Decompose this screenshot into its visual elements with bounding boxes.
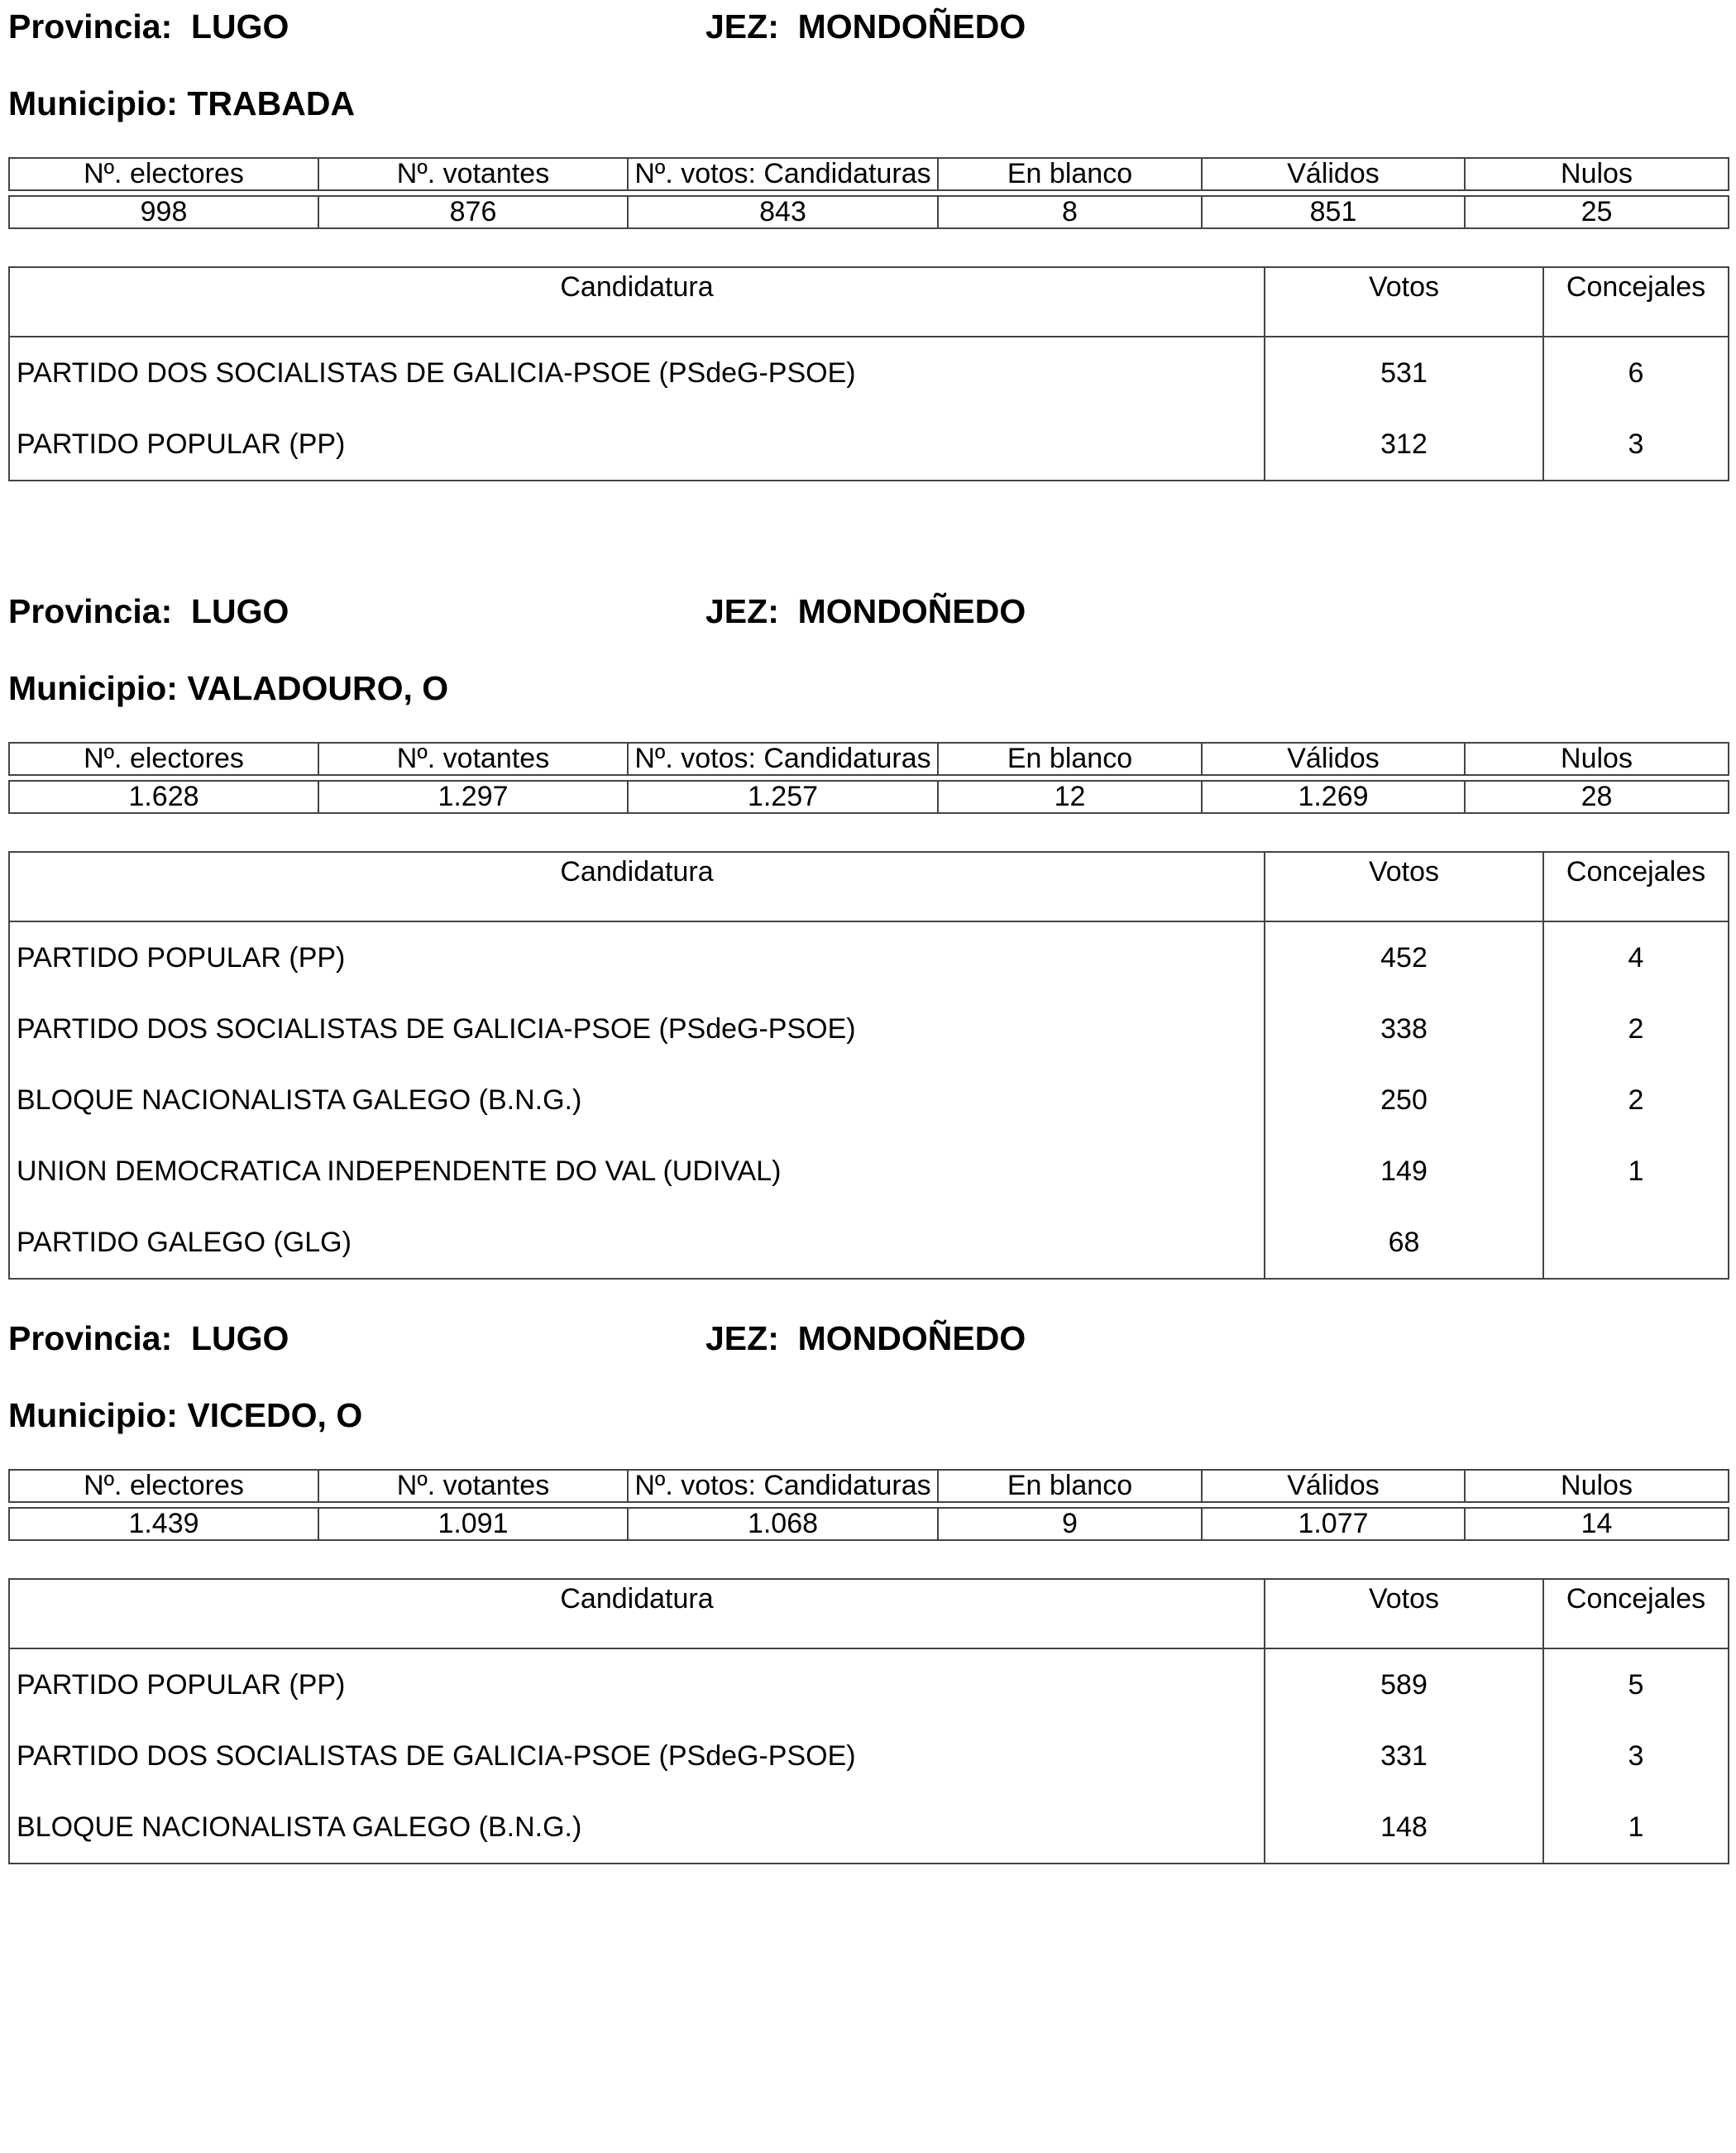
municipio-heading: Municipio: VALADOURO, O (8, 669, 449, 707)
candidate-row (9, 1136, 1729, 1207)
stats-table (8, 742, 1729, 814)
candidate-concejales: 3 (1543, 409, 1729, 481)
candidate-name: PARTIDO DOS SOCIALISTAS DE GALICIA-PSOE (PSdeG-PSOE) (9, 993, 1265, 1065)
value-votos-candidaturas: 1.068 (628, 1508, 938, 1540)
value-electores: 1.628 (9, 781, 318, 813)
candidate-votos: 68 (1265, 1207, 1543, 1279)
header-votantes: Nº. votantes (318, 158, 628, 190)
header-candidatura: Candidatura (9, 852, 1265, 921)
stats-header-row (9, 158, 1729, 190)
candidate-votos: 452 (1265, 921, 1543, 993)
stats-table (8, 157, 1729, 229)
header-votos: Votos (1265, 1579, 1543, 1648)
candidate-concejales: 1 (1543, 1792, 1729, 1864)
value-validos: 1.269 (1202, 781, 1465, 813)
jez-heading: JEZ: MONDOÑEDO (705, 1319, 1026, 1357)
value-validos: 1.077 (1202, 1508, 1465, 1540)
header-en-blanco: En blanco (938, 743, 1202, 775)
candidate-votos: 331 (1265, 1720, 1543, 1792)
header-votos-candidaturas: Nº. votos: Candidaturas (628, 743, 938, 775)
candidate-votos: 250 (1265, 1065, 1543, 1136)
header-votantes: Nº. votantes (318, 743, 628, 775)
candidate-votos: 312 (1265, 409, 1543, 481)
candidate-name: BLOQUE NACIONALISTA GALEGO (B.N.G.) (9, 1792, 1265, 1864)
header-electores: Nº. electores (9, 743, 318, 775)
candidate-row (9, 1648, 1729, 1720)
candidate-concejales: 4 (1543, 921, 1729, 993)
candidate-votos: 531 (1265, 337, 1543, 409)
candidate-concejales: 2 (1543, 993, 1729, 1065)
candidate-name: PARTIDO POPULAR (PP) (9, 921, 1265, 993)
value-nulos: 25 (1465, 196, 1729, 228)
candidate-row (9, 1792, 1729, 1864)
candidate-name: UNION DEMOCRATICA INDEPENDENTE DO VAL (UDIVAL) (9, 1136, 1265, 1207)
stats-value-row (9, 196, 1729, 228)
header-votos: Votos (1265, 852, 1543, 921)
provincia-heading: Provincia: LUGO (8, 592, 289, 630)
candidate-row (9, 993, 1729, 1065)
candidate-name: PARTIDO GALEGO (GLG) (9, 1207, 1265, 1279)
value-nulos: 14 (1465, 1508, 1729, 1540)
provincia-heading: Provincia: LUGO (8, 1319, 289, 1357)
candidate-concejales: 6 (1543, 337, 1729, 409)
candidates-header-row (9, 267, 1729, 337)
value-votos-candidaturas: 1.257 (628, 781, 938, 813)
value-nulos: 28 (1465, 781, 1729, 813)
candidate-row (9, 1207, 1729, 1279)
candidate-concejales: 1 (1543, 1136, 1729, 1207)
value-validos: 851 (1202, 196, 1465, 228)
header-votos-candidaturas: Nº. votos: Candidaturas (628, 158, 938, 190)
value-electores: 998 (9, 196, 318, 228)
header-votos-candidaturas: Nº. votos: Candidaturas (628, 1470, 938, 1502)
header-validos: Válidos (1202, 158, 1465, 190)
value-votantes: 1.091 (318, 1508, 628, 1540)
candidate-row (9, 337, 1729, 409)
header-nulos: Nulos (1465, 158, 1729, 190)
value-en-blanco: 8 (938, 196, 1202, 228)
header-concejales: Concejales (1543, 1579, 1729, 1648)
municipio-heading: Municipio: VICEDO, O (8, 1396, 363, 1434)
candidate-votos: 148 (1265, 1792, 1543, 1864)
header-concejales: Concejales (1543, 267, 1729, 337)
candidate-row (9, 1065, 1729, 1136)
header-candidatura: Candidatura (9, 267, 1265, 337)
candidate-votos: 149 (1265, 1136, 1543, 1207)
candidate-concejales (1543, 1207, 1729, 1279)
header-electores: Nº. electores (9, 158, 318, 190)
candidate-name: BLOQUE NACIONALISTA GALEGO (B.N.G.) (9, 1065, 1265, 1136)
header-votantes: Nº. votantes (318, 1470, 628, 1502)
candidate-row (9, 409, 1729, 481)
value-votantes: 876 (318, 196, 628, 228)
candidate-concejales: 3 (1543, 1720, 1729, 1792)
header-validos: Válidos (1202, 1470, 1465, 1502)
candidate-name: PARTIDO POPULAR (PP) (9, 409, 1265, 481)
value-en-blanco: 12 (938, 781, 1202, 813)
candidate-row (9, 921, 1729, 993)
header-votos: Votos (1265, 267, 1543, 337)
header-electores: Nº. electores (9, 1470, 318, 1502)
stats-header-row (9, 743, 1729, 775)
header-concejales: Concejales (1543, 852, 1729, 921)
candidates-table (8, 1578, 1729, 1864)
municipio-heading: Municipio: TRABADA (8, 84, 356, 122)
candidate-votos: 338 (1265, 993, 1543, 1065)
value-votos-candidaturas: 843 (628, 196, 938, 228)
value-votantes: 1.297 (318, 781, 628, 813)
stats-header-row (9, 1470, 1729, 1502)
value-electores: 1.439 (9, 1508, 318, 1540)
candidates-header-row (9, 1579, 1729, 1648)
candidate-concejales: 2 (1543, 1065, 1729, 1136)
candidates-table (8, 851, 1729, 1280)
stats-value-row (9, 1508, 1729, 1540)
candidate-name: PARTIDO POPULAR (PP) (9, 1648, 1265, 1720)
header-validos: Válidos (1202, 743, 1465, 775)
header-candidatura: Candidatura (9, 1579, 1265, 1648)
header-en-blanco: En blanco (938, 158, 1202, 190)
candidate-row (9, 1720, 1729, 1792)
jez-heading: JEZ: MONDOÑEDO (705, 592, 1026, 630)
candidate-concejales: 5 (1543, 1648, 1729, 1720)
stats-table (8, 1469, 1729, 1541)
header-en-blanco: En blanco (938, 1470, 1202, 1502)
value-en-blanco: 9 (938, 1508, 1202, 1540)
jez-heading: JEZ: MONDOÑEDO (705, 7, 1026, 45)
candidate-name: PARTIDO DOS SOCIALISTAS DE GALICIA-PSOE (PSdeG-PSOE) (9, 337, 1265, 409)
candidates-table (8, 266, 1729, 481)
header-nulos: Nulos (1465, 743, 1729, 775)
header-nulos: Nulos (1465, 1470, 1729, 1502)
provincia-heading: Provincia: LUGO (8, 7, 289, 45)
candidate-name: PARTIDO DOS SOCIALISTAS DE GALICIA-PSOE (PSdeG-PSOE) (9, 1720, 1265, 1792)
stats-value-row (9, 781, 1729, 813)
candidate-votos: 589 (1265, 1648, 1543, 1720)
candidates-header-row (9, 852, 1729, 921)
